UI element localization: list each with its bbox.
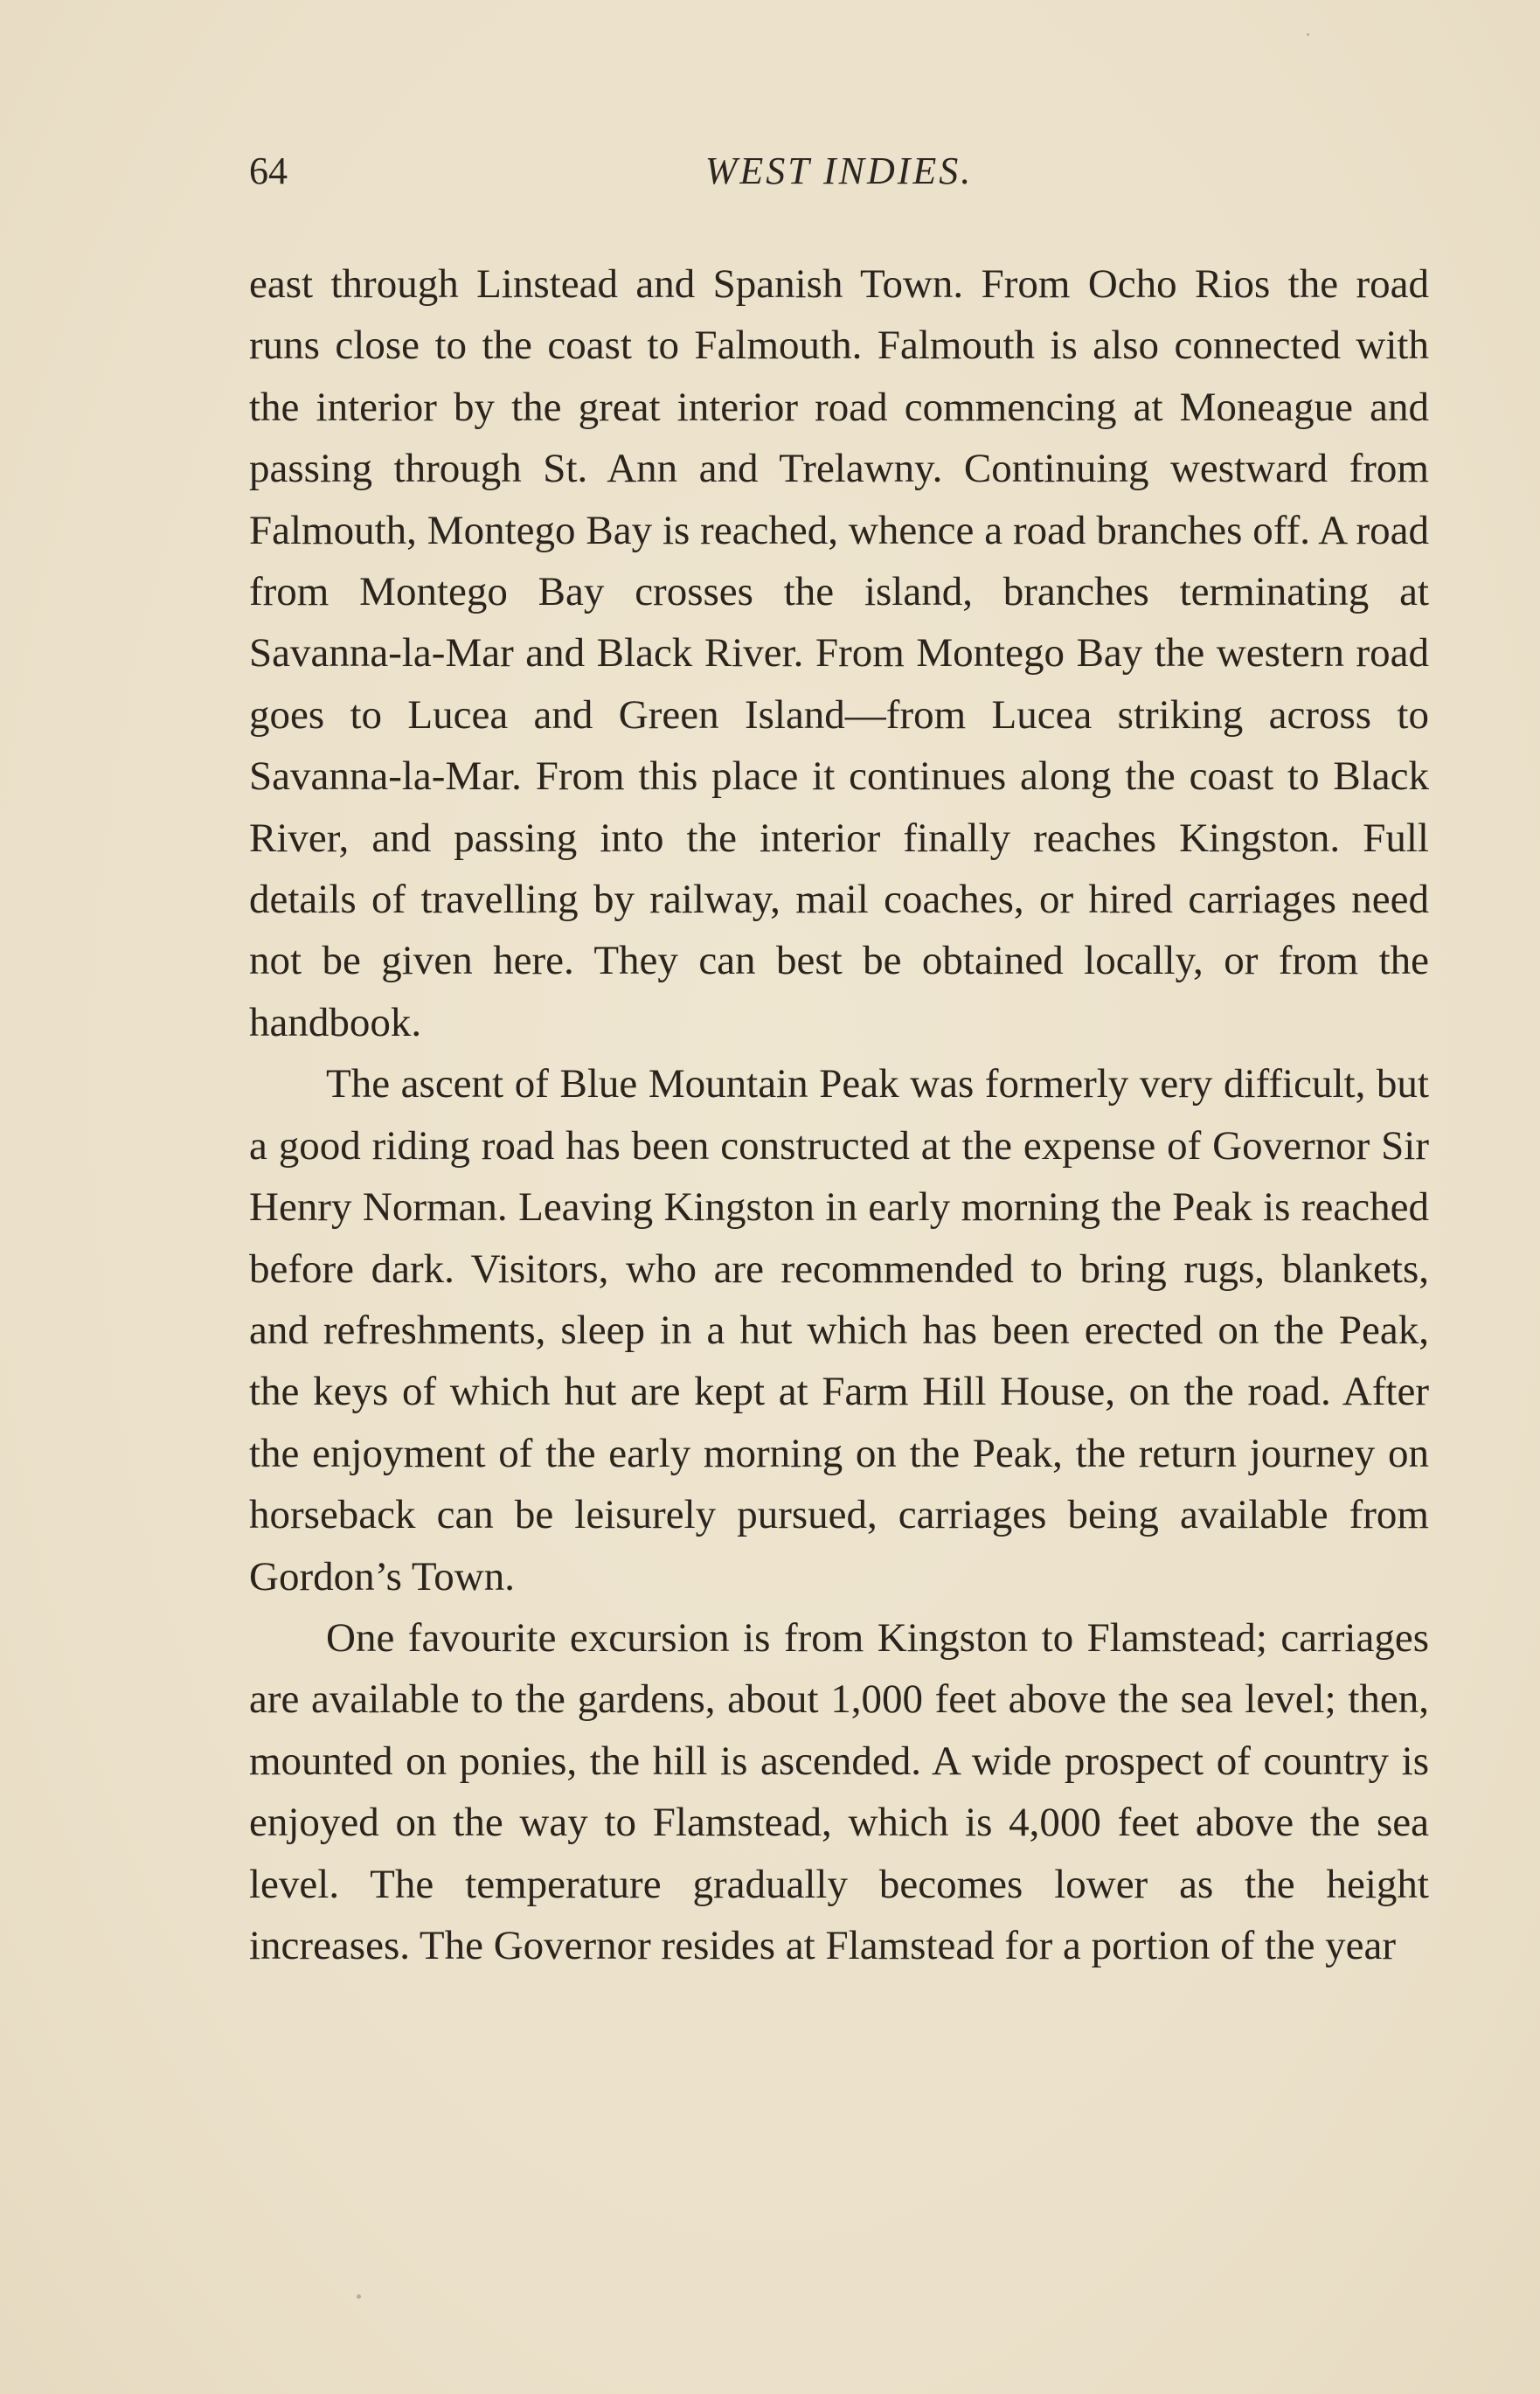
page-number: 64 <box>249 149 288 192</box>
paper-speck <box>1307 33 1309 36</box>
paragraph-1: east through Linstead and Spanish Town. From Ocho Rios the road runs close to the coast to Falmouth. Falmouth is also connected with the interior by the great interior road commencing at Moneague and passing through St. Ann and Trelawny. Continuing westward from Falmouth, Montego Bay is reached, whence a road branches off. A road from Montego Bay crosses the island, branches terminating at Savanna-la-Mar and Black River. From Montego Bay the western road goes to Lucea and Green Island—from Lucea striking across to Savanna-la-Mar. From this place it continues along the coast to Black River, and passing into the interior finally reaches Kingston. Full details of travelling by railway, mail coaches, or hired carriages need not be given here. They can best be obtained locally, or from the handbook. <box>249 261 1429 1045</box>
paper-speck <box>357 2294 361 2299</box>
body-text <box>249 253 1429 1976</box>
page-header <box>249 149 1429 210</box>
running-head: WEST INDIES. <box>704 149 974 192</box>
paragraph-2: The ascent of Blue Mountain Peak was formerly very difficult, but a good riding road has been constructed at the expense of Governor Sir Henry Norman. Leaving Kingston in early morning the Peak is reached before dark. Visitors, who are recommended to bring rugs, blankets, and refreshments, sleep in a hut which has been erected on the Peak, the keys of which hut are kept at Farm Hill House, on the road. After the enjoyment of the early morning on the Peak, the return journey on horseback can be leisurely pursued, carriages being available from Gordon’s Town. <box>249 1061 1429 1599</box>
paragraph-3: One favourite excursion is from Kingston to Flamstead; carriages are available to the gardens, about 1,000 feet above the sea level; then, mounted on ponies, the hill is ascended. A wide prospect of country is enjoyed on the way to Flamstead, which is 4,000 feet above the sea level. The temperature gradually becomes lower as the height increases. The Governor resides at Flamstead for a portion of the year <box>249 1614 1429 1968</box>
